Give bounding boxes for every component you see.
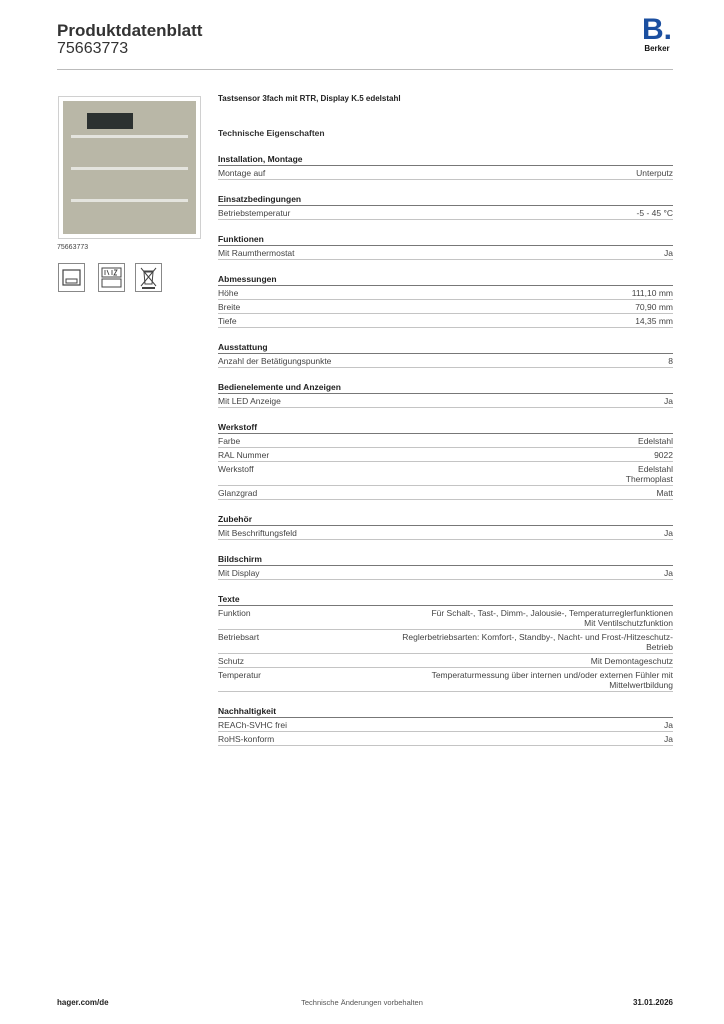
footer-disclaimer: Technische Änderungen vorbehalten <box>301 998 423 1007</box>
spec-label: REACh-SVHC frei <box>218 720 287 730</box>
spec-value-line: Mit Ventilschutzfunktion <box>584 618 673 628</box>
section-heading: Texte <box>218 594 673 606</box>
spec-value-line: Matt <box>656 488 673 498</box>
spec-value-line: Ja <box>664 720 673 730</box>
spec-value <box>626 464 673 484</box>
spec-row <box>218 314 673 328</box>
spec-label: Anzahl der Betätigungspunkte <box>218 356 332 366</box>
spec-value <box>654 450 673 460</box>
section-heading: Installation, Montage <box>218 154 673 166</box>
spec-label: Montage auf <box>218 168 266 178</box>
spec-value-line: Thermoplast <box>625 474 673 484</box>
section-heading: Ausstattung <box>218 342 673 354</box>
spec-section <box>218 422 673 500</box>
spec-value-line: Reglerbetriebsarten: Komfort-, Standby-, Nacht- und Frost-/Hitzeschutz- <box>402 632 673 642</box>
spec-row <box>218 718 673 732</box>
spec-value <box>638 436 673 446</box>
spec-value <box>635 302 673 312</box>
section-heading: Bildschirm <box>218 554 673 566</box>
spec-row <box>218 668 673 692</box>
spec-value-line: Für Schalt-, Tast-, Dimm-, Jalousie-, Temperaturreglerfunktionen <box>431 608 673 618</box>
spec-value-line: Mittelwertbildung <box>609 680 673 690</box>
spec-value <box>635 316 673 326</box>
spec-label: Temperatur <box>218 670 261 680</box>
spec-section <box>218 342 673 368</box>
spec-row <box>218 448 673 462</box>
section-heading: Werkstoff <box>218 422 673 434</box>
spec-label: Höhe <box>218 288 239 298</box>
spec-row <box>218 566 673 580</box>
spec-value <box>591 656 673 666</box>
spec-label: Mit LED Anzeige <box>218 396 281 406</box>
spec-section <box>218 514 673 540</box>
spec-value <box>636 168 673 178</box>
header-divider <box>57 69 673 70</box>
spec-value <box>432 670 673 690</box>
spec-label: Glanzgrad <box>218 488 258 498</box>
spec-row <box>218 354 673 368</box>
spec-value-line: Ja <box>664 248 673 258</box>
spec-value <box>402 632 673 652</box>
spec-label: RoHS-konform <box>218 734 275 744</box>
display-icon <box>98 263 125 292</box>
device-display <box>87 113 133 129</box>
spec-label: Werkstoff <box>218 464 254 474</box>
spec-label: Funktion <box>218 608 251 618</box>
spec-row <box>218 300 673 314</box>
spec-sections <box>218 154 673 746</box>
spec-value-line: Edelstahl <box>638 464 673 474</box>
spec-label: Mit Display <box>218 568 260 578</box>
device-body <box>63 101 196 234</box>
spec-section <box>218 234 673 260</box>
spec-section <box>218 554 673 580</box>
spec-value-line: Ja <box>664 528 673 538</box>
spec-value-line: Ja <box>664 396 673 406</box>
spec-value <box>664 568 673 578</box>
spec-value-line: Betrieb <box>646 642 673 652</box>
spec-value-line: 14,35 mm <box>635 316 673 326</box>
spec-value <box>664 734 673 744</box>
spec-value <box>668 356 673 366</box>
section-heading: Abmessungen <box>218 274 673 286</box>
page-title: Produktdatenblatt <box>57 21 203 40</box>
spec-section <box>218 154 673 180</box>
spec-value-line: 70,90 mm <box>635 302 673 312</box>
tech-properties-heading: Technische Eigenschaften <box>218 128 325 138</box>
spec-label: Schutz <box>218 656 244 666</box>
spec-value <box>431 608 673 628</box>
spec-value <box>632 288 673 298</box>
spec-row <box>218 732 673 746</box>
spec-label: Betriebsart <box>218 632 260 642</box>
spec-value <box>664 528 673 538</box>
weee-bin-icon <box>135 263 162 292</box>
image-caption: 75663773 <box>57 244 89 251</box>
spec-section <box>218 706 673 746</box>
spec-value-line: Edelstahl <box>638 436 673 446</box>
spec-value-line: -5 - 45 °C <box>636 208 673 218</box>
spec-section <box>218 382 673 408</box>
spec-label: Breite <box>218 302 241 312</box>
brand-logo <box>637 13 677 56</box>
product-name: Tastsensor 3fach mit RTR, Display K.5 edelstahl <box>218 94 401 103</box>
spec-row <box>218 394 673 408</box>
device-separator <box>71 167 188 170</box>
spec-label: Farbe <box>218 436 241 446</box>
spec-row <box>218 486 673 500</box>
spec-label: Mit Raumthermostat <box>218 248 295 258</box>
device-separator <box>71 199 188 202</box>
spec-row <box>218 286 673 300</box>
section-heading: Bedienelemente und Anzeigen <box>218 382 673 394</box>
spec-row <box>218 206 673 220</box>
article-number: 75663773 <box>57 40 129 57</box>
spec-label: RAL Nummer <box>218 450 270 460</box>
spec-row <box>218 462 673 486</box>
footer-website[interactable]: hager.com/de <box>57 998 109 1007</box>
spec-value-line: Unterputz <box>636 168 673 178</box>
spec-value <box>664 720 673 730</box>
footer-date: 31.01.2026 <box>632 998 673 1007</box>
spec-label: Tiefe <box>218 316 237 326</box>
spec-value-line: Mit Demontageschutz <box>590 656 673 666</box>
spec-section <box>218 194 673 220</box>
spec-row <box>218 246 673 260</box>
spec-row <box>218 630 673 654</box>
product-image <box>58 96 201 239</box>
section-heading: Nachhaltigkeit <box>218 706 673 718</box>
device-separator <box>71 135 188 138</box>
spec-row <box>218 526 673 540</box>
spec-value-line: 111,10 mm <box>631 288 673 298</box>
spec-row <box>218 434 673 448</box>
spec-value <box>637 208 673 218</box>
spec-value-line: Temperaturmessung über internen und/oder externen Fühler mit <box>431 670 673 680</box>
spec-value <box>664 396 673 406</box>
section-heading: Einsatzbedingungen <box>218 194 673 206</box>
section-heading: Funktionen <box>218 234 673 246</box>
spec-value <box>664 248 673 258</box>
spec-row <box>218 606 673 630</box>
section-heading: Zubehör <box>218 514 673 526</box>
spec-value-line: 8 <box>668 356 673 366</box>
spec-label: Mit Beschriftungsfeld <box>218 528 297 538</box>
surface-device-icon <box>58 263 85 292</box>
spec-value-line: Ja <box>664 568 673 578</box>
spec-value-line: 9022 <box>654 450 673 460</box>
brand-logo-letter: B. <box>642 13 672 46</box>
brand-logo-text: Berker <box>644 44 670 53</box>
spec-label: Betriebstemperatur <box>218 208 291 218</box>
spec-value <box>656 488 673 498</box>
spec-value-line: Ja <box>664 734 673 744</box>
spec-row <box>218 654 673 668</box>
spec-section <box>218 274 673 328</box>
spec-section <box>218 594 673 692</box>
spec-row <box>218 166 673 180</box>
spec-content <box>218 94 673 746</box>
